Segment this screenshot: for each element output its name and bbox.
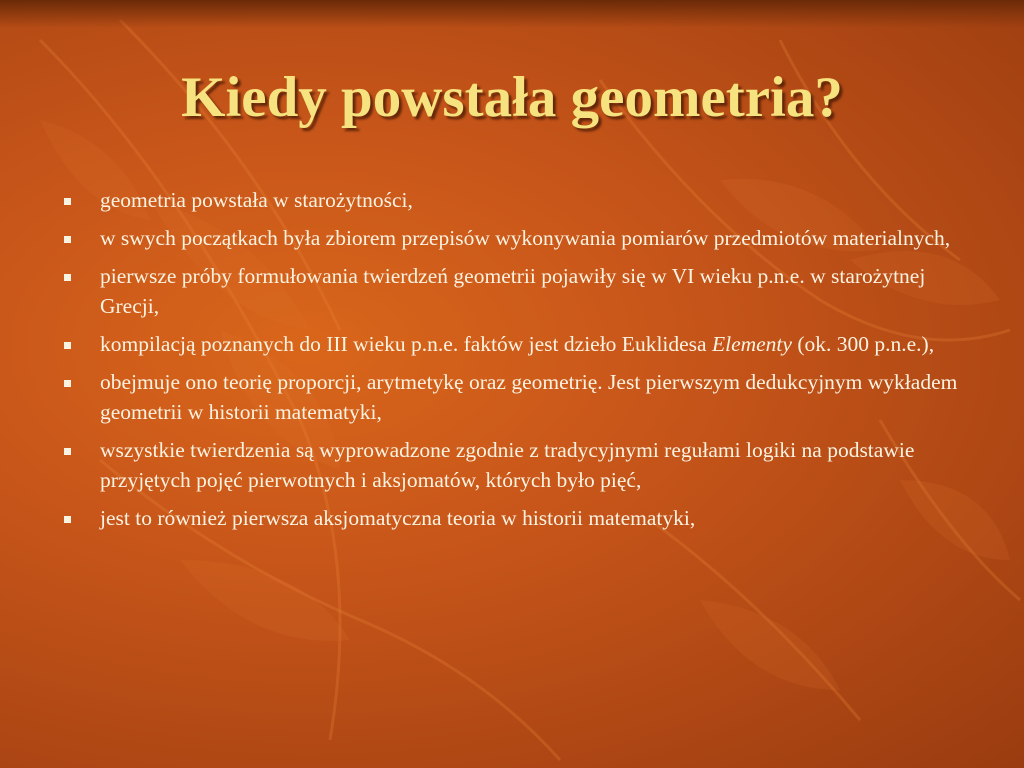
list-item	[64, 329, 984, 359]
bullet-square-icon	[64, 236, 71, 243]
bullet-text: w swych początkach była zbiorem przepisów wykonywania pomiarów przedmiotów materialnych,	[100, 226, 951, 250]
bullet-text-before: kompilacją poznanych do III wieku p.n.e. faktów jest dzieło Euklidesa	[100, 332, 712, 356]
list-item	[64, 185, 984, 215]
list-item	[64, 261, 984, 321]
bullet-text-after: (ok. 300 p.n.e.),	[791, 332, 935, 356]
bullet-text	[100, 332, 934, 356]
list-item	[64, 503, 984, 533]
bullet-text: wszystkie twierdzenia są wyprowadzone zgodnie z tradycyjnymi regułami logiki na podstawie przyjętych pojęć pierwotnych i aksjomatów, których było pięć,	[100, 438, 915, 492]
bullet-list	[64, 185, 984, 541]
bullet-square-icon	[64, 342, 71, 349]
slide-title: Kiedy powstała geometria?	[181, 66, 843, 129]
bullet-square-icon	[64, 516, 71, 523]
bullet-square-icon	[64, 448, 71, 455]
top-shadow-band	[0, 0, 1024, 28]
bullet-text: geometria powstała w starożytności,	[100, 188, 413, 212]
list-item	[64, 223, 984, 253]
bullet-text: pierwsze próby formułowania twierdzeń geometrii pojawiły się w VI wieku p.n.e. w starożytnej Grecji,	[100, 264, 926, 318]
bullet-square-icon	[64, 274, 71, 281]
bullet-square-icon	[64, 380, 71, 387]
list-item	[64, 435, 984, 495]
bullet-square-icon	[64, 198, 71, 205]
bullet-text: jest to również pierwsza aksjomatyczna teoria w historii matematyki,	[100, 506, 696, 530]
book-title-elementy: Elementy	[711, 332, 792, 356]
list-item	[64, 367, 984, 427]
bullet-text: obejmuje ono teorię proporcji, arytmetykę oraz geometrię. Jest pierwszym dedukcyjnym wykładem geometrii w historii matematyki,	[100, 370, 958, 424]
